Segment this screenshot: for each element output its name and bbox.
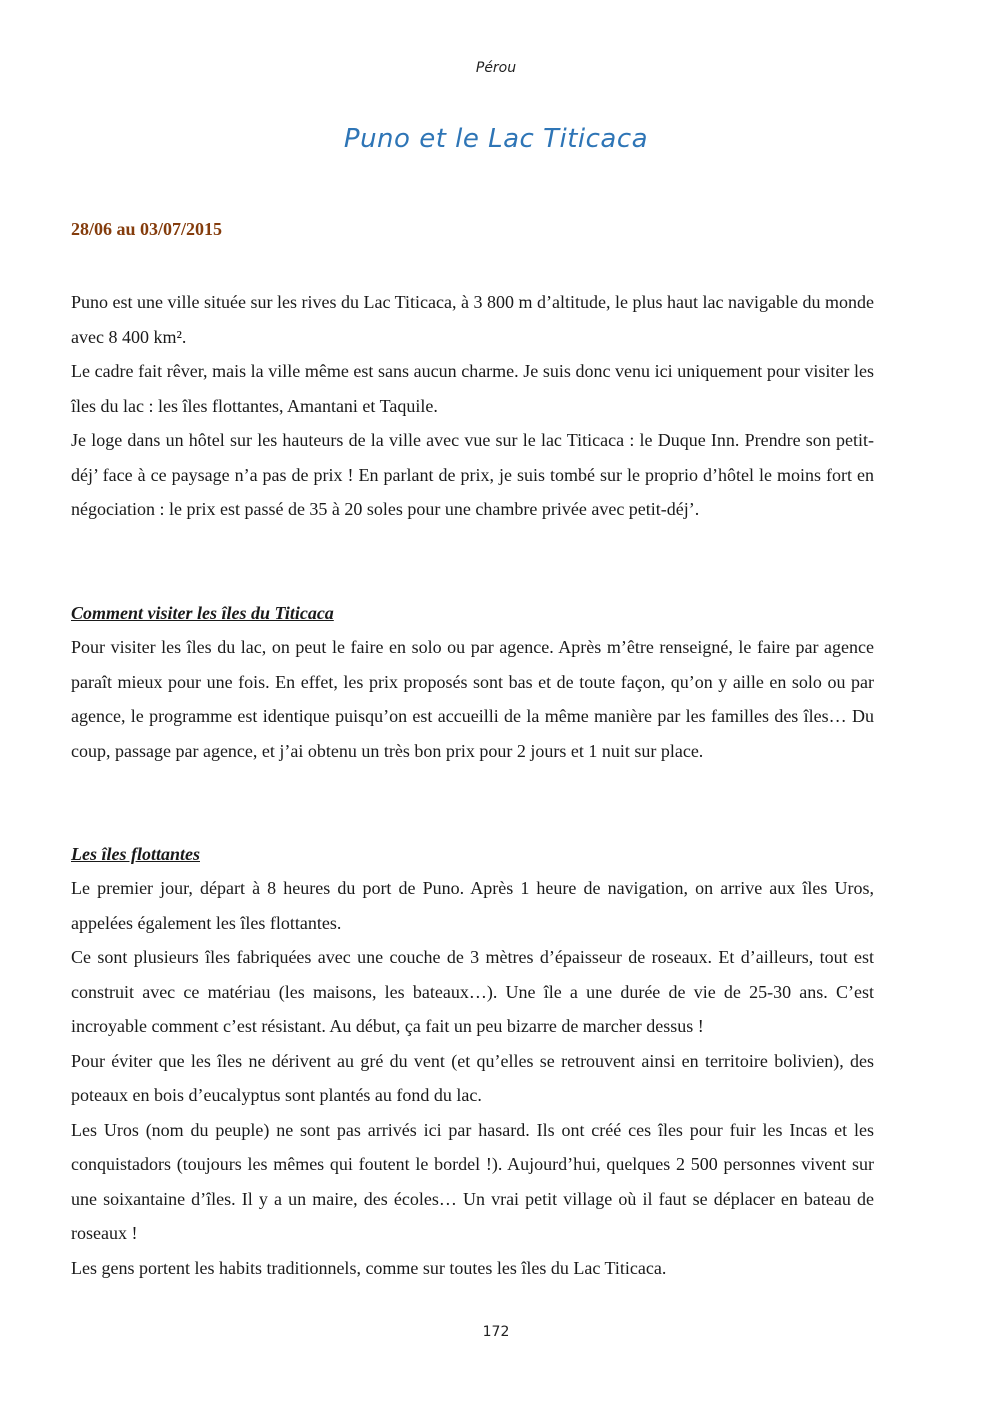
intro-text: [71, 285, 874, 527]
page-title: Puno et le Lac Titicaca: [343, 124, 649, 154]
date-range: 28/06 au 03/07/2015: [71, 219, 223, 239]
paragraph: Le premier jour, départ à 8 heures du port de Puno. Après 1 heure de navigation, on arrive aux îles Uros, appelées également les îles flottantes.: [71, 878, 874, 933]
paragraph: Les gens portent les habits traditionnels, comme sur toutes les îles du Lac Titicaca.: [71, 1257, 667, 1278]
section-heading-floating-islands: Les îles flottantes: [71, 844, 200, 864]
paragraph: Le cadre fait rêver, mais la ville même est sans aucun charme. Je suis donc venu ici uniquement pour visiter les îles du lac : les îles flottantes, Amantani et Taquile.: [71, 361, 874, 416]
section-visiting-text: [71, 630, 874, 768]
section-floating-islands-text: [71, 871, 874, 1285]
running-header: Pérou: [475, 60, 517, 76]
section-heading-visiting: Comment visiter les îles du Titicaca: [71, 603, 334, 623]
paragraph: Puno est une ville située sur les rives du Lac Titicaca, à 3 800 m d’altitude, le plus haut lac navigable du monde avec 8 400 km².: [71, 292, 874, 347]
page-number: 172: [482, 1324, 510, 1340]
paragraph: Ce sont plusieurs îles fabriquées avec une couche de 3 mètres d’épaisseur de roseaux. Et d’ailleurs, tout est construit avec ce matériau (les maisons, les bateaux…). Une île a une durée de vie de 25-30 ans. C’est incroyable comment c’est résistant. Au début, ça fait un peu bizarre de marcher dessus !: [71, 947, 874, 1036]
paragraph: Pour éviter que les îles ne dérivent au gré du vent (et qu’elles se retrouvent ainsi en territoire bolivien), des poteaux en bois d’eucalyptus sont plantés au fond du lac.: [71, 1050, 874, 1105]
paragraph: Pour visiter les îles du lac, on peut le faire en solo ou par agence. Après m’être renseigné, le faire par agence paraît mieux pour une fois. En effet, les prix proposés sont bas et de toute façon, qu’on y aille en solo ou par agence, le programme est identique puisqu’on est accueilli de la même manière par les familles des îles… Du coup, passage par agence, et j’ai obtenu un très bon prix pour 2 jours et 1 nuit sur place.: [71, 637, 874, 761]
paragraph: Les Uros (nom du peuple) ne sont pas arrivés ici par hasard. Ils ont créé ces îles pour fuir les Incas et les conquistadors (toujours les mêmes qui foutent le bordel !). Aujourd’hui, quelques 2 500 personnes vivent sur une soixantaine d’îles. Il y a un maire, des écoles… Un vrai petit village où il faut se déplacer en bateau de roseaux !: [71, 1119, 874, 1243]
paragraph: Je loge dans un hôtel sur les hauteurs de la ville avec vue sur le lac Titicaca : le Duque Inn. Prendre son petit-déj’ face à ce paysage n’a pas de prix ! En parlant de prix, je suis tombé sur le proprio d’hôtel le moins fort en négociation : le prix est passé de 35 à 20 soles pour une chambre privée avec petit-déj’.: [71, 430, 874, 519]
